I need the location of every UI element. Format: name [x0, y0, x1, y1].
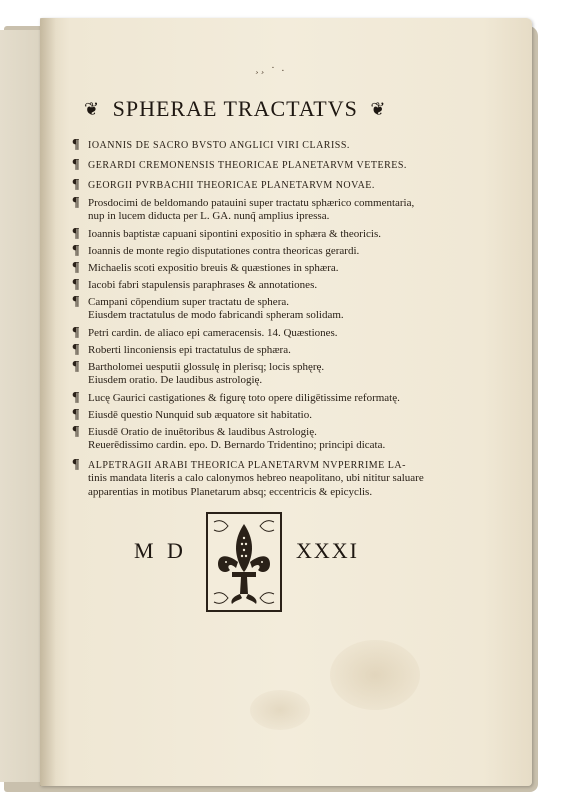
contents-entry — [72, 261, 512, 275]
entry-text: Campani cōpendium super tractatu de sphera. — [88, 296, 289, 308]
pilcrow-icon: ¶ — [72, 390, 80, 405]
entry-text: Petri cardin. de aliaco epi cameracensis. 14. Quæstiones. — [88, 327, 338, 339]
pilcrow-icon: ¶ — [72, 195, 80, 210]
contents-entry — [72, 196, 512, 210]
fleur-de-lis-printer-device-icon — [206, 512, 282, 612]
entry-text: Eiusdem oratio. De laudibus astrologię. — [88, 374, 263, 386]
entry-text: Bartholomei uesputii glossulę in plerisq; locis sphęrę. — [88, 361, 325, 373]
contents-entry — [72, 295, 512, 309]
contents-entry-continuation — [72, 210, 512, 223]
pilcrow-icon: ¶ — [72, 260, 80, 275]
page-title — [84, 96, 424, 122]
fleuron-icon-right: ❦ — [370, 99, 387, 119]
entry-text: tinis mandata literis a calo calonymos hebreo neapolitano, ubi nititur saluare — [88, 472, 424, 484]
pilcrow-icon: ¶ — [72, 325, 80, 340]
pilcrow-icon: ¶ — [72, 277, 80, 292]
imprint-date-left: M D — [134, 538, 187, 563]
contents-entry-continuation — [72, 472, 512, 485]
pilcrow-icon: ¶ — [72, 177, 81, 192]
contents-entry — [72, 227, 512, 241]
pilcrow-icon: ¶ — [72, 294, 80, 309]
contents-entry — [72, 360, 512, 374]
paper-foxing-stain — [330, 640, 420, 710]
pilcrow-icon: ¶ — [72, 342, 80, 357]
contents-entry — [72, 343, 512, 357]
pilcrow-icon: ¶ — [72, 407, 80, 422]
contents-entry — [72, 326, 512, 340]
entry-text: Lucę Gaurici castigationes & figurę toto opere diligētissime reformatę. — [88, 392, 400, 404]
contents-entry — [72, 244, 512, 258]
entry-text: Eiusdē questio Nunquid sub æquatore sit habitatio. — [88, 409, 312, 421]
entry-text: Prosdocimi de beldomando patauini super tractatu sphærico commentaria, — [88, 197, 415, 209]
entry-text: Iacobi fabri stapulensis paraphrases & annotationes. — [88, 279, 318, 291]
contents-entry — [72, 158, 512, 172]
imprint-date-right: XXXI — [296, 538, 359, 563]
pilcrow-icon: ¶ — [72, 137, 81, 152]
contents-entry — [72, 408, 512, 422]
contents-entry — [72, 178, 512, 192]
entry-text: apparentias in motibus Planetarum absq; eccentricis & epicyclis. — [88, 486, 373, 498]
contents-entry-continuation — [72, 374, 512, 387]
contents-entry — [72, 425, 512, 439]
title-text: SPHERAE TRACTATVS — [112, 96, 358, 121]
paper-foxing-stain — [250, 690, 310, 730]
fleur-de-lis-icon — [208, 514, 280, 610]
entry-text: Roberti linconiensis epi tractatulus de sphæra. — [88, 344, 291, 356]
entry-text: Ioannis baptistæ capuani sipontini expositio in sphæra & theoricis. — [88, 228, 381, 240]
entry-text: GERARDI CREMONENSIS THEORICAE PLANETARVM VETERES. — [88, 160, 407, 171]
entry-text: Ioannis de monte regio disputationes contra theoricas gerardi. — [88, 245, 360, 257]
contents-entry — [72, 138, 512, 152]
entry-text: nup in lucem diducta per L. GA. nunq̃ amplius ipressa. — [88, 210, 330, 222]
contents-entry — [72, 458, 512, 472]
pilcrow-icon: ¶ — [72, 359, 80, 374]
contents-entry — [72, 391, 512, 405]
entry-text: Eiusdem tractatulus de modo fabricandi spheram solidam. — [88, 309, 344, 321]
entry-text: Reuerēdissimo cardin. epo. D. Bernardo Tridentino; principi dicata. — [88, 439, 386, 451]
pilcrow-icon: ¶ — [72, 457, 81, 472]
contents-entry-continuation — [72, 309, 512, 322]
contents-entry-continuation — [72, 486, 512, 499]
pilcrow-icon: ¶ — [72, 243, 80, 258]
pilcrow-icon: ¶ — [72, 157, 81, 172]
entry-text: ALPETRAGII ARABI THEORICA PLANETARVM NVPERRIME LA- — [88, 460, 406, 471]
entry-text: GEORGII PVRBACHII THEORICAE PLANETARVM NOVAE. — [88, 180, 375, 191]
entry-text: Michaelis scoti expositio breuis & quæstiones in sphæra. — [88, 262, 339, 274]
entry-text: Eiusdē Oratio de inuētoribus & laudibus Astrologię. — [88, 426, 317, 438]
fleuron-icon-left: ❦ — [84, 99, 101, 119]
pilcrow-icon: ¶ — [72, 226, 80, 241]
pilcrow-icon: ¶ — [72, 424, 80, 439]
top-manuscript-mark: ¸¸ · . — [255, 62, 287, 74]
contents-entry — [72, 278, 512, 292]
page-gutter-shadow — [40, 18, 56, 786]
contents-entry-continuation — [72, 439, 512, 452]
entry-text: IOANNIS DE SACRO BVSTO ANGLICI VIRI CLARISS. — [88, 140, 350, 151]
